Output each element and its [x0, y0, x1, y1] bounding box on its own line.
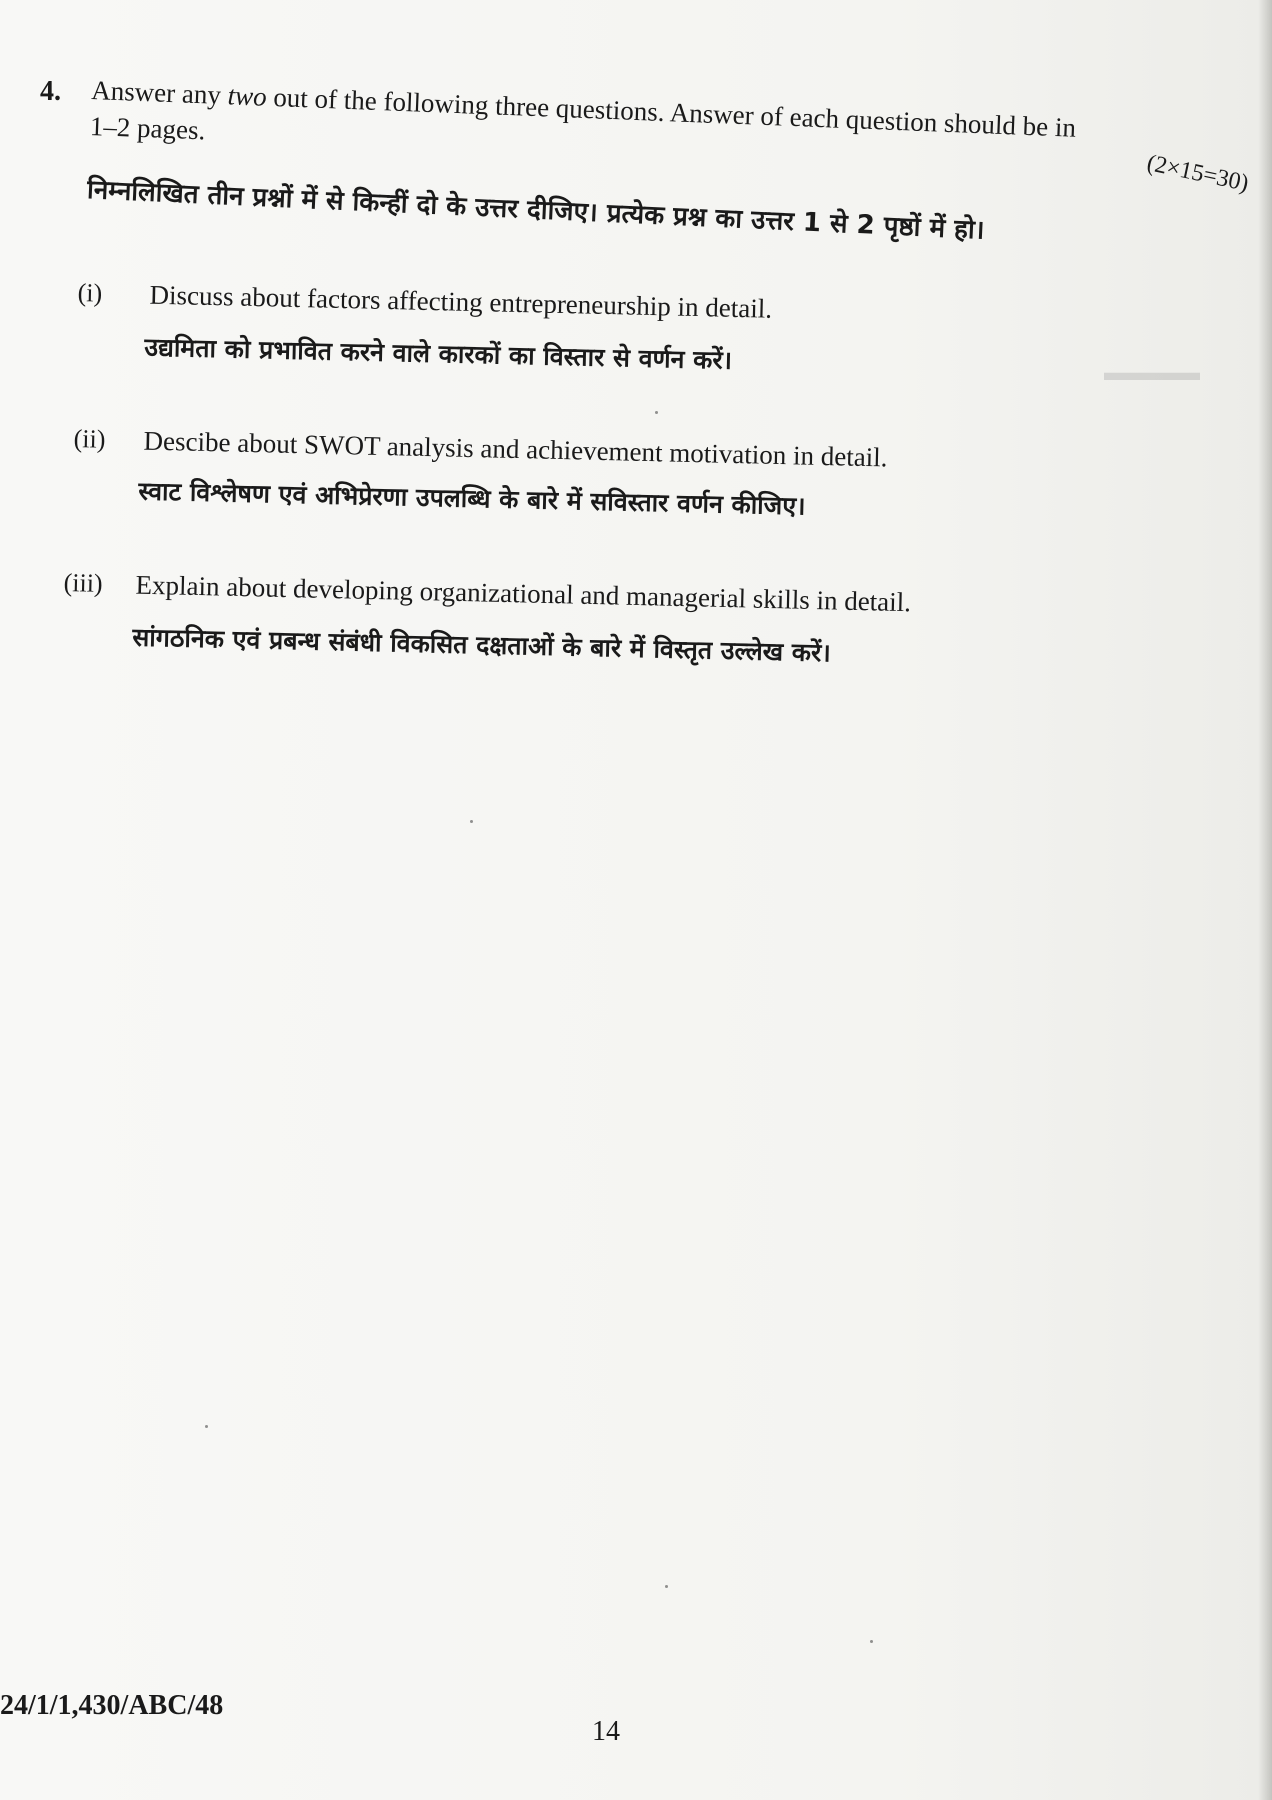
item-number: (i) [77, 278, 103, 308]
item-hindi: स्वाट विश्लेषण एवं अभिप्रेरणा उपलब्धि के बारे में सविस्तार वर्णन कीजिए। [138, 476, 806, 521]
speck [665, 1585, 668, 1588]
instruction-post: out of the following three questions. Answer of each question should be in [266, 81, 1077, 143]
speck [205, 1425, 208, 1428]
item-english: Descibe about SWOT analysis and achievement motivation in detail. [143, 425, 888, 473]
page-number: 14 [592, 1716, 620, 1747]
item-hindi: उद्यमिता को प्रभावित करने वाले कारकों का विस्तार से वर्णन करें। [144, 332, 733, 375]
item-number: (ii) [73, 424, 106, 454]
speck [655, 411, 658, 414]
instruction-line-2: 1–2 pages. [89, 110, 206, 146]
paper-code: 24/1/1,430/ABC/48 [0, 1690, 224, 1721]
speck [470, 820, 473, 823]
item-english: Explain about developing organizational and managerial skills in detail. [135, 569, 912, 618]
item-hindi: सांगठनिक एवं प्रबन्ध संबंधी विकसित दक्षताओं के बारे में विस्तृत उल्लेख करें। [132, 622, 832, 668]
speck [870, 1640, 873, 1643]
marks-allocation: (2×15=30) [1144, 150, 1251, 197]
question-number: 4. [40, 76, 61, 107]
item-english: Discuss about factors affecting entrepreneurship in detail. [149, 279, 773, 324]
instruction-hindi: निम्नलिखित तीन प्रश्नों में से किन्हीं दो के उत्तर दीजिए। प्रत्येक प्रश्न का उत्तर 1 से 2 पृष्ठों में हो। [86, 174, 986, 246]
instruction-italic: two [227, 80, 268, 112]
item-number: (iii) [63, 568, 103, 598]
show-through: ▬▬▬▬ [1104, 360, 1200, 386]
page-edge-shadow [1258, 0, 1272, 1800]
instruction-english [89, 72, 1211, 187]
instruction-pre: Answer any [90, 74, 229, 111]
